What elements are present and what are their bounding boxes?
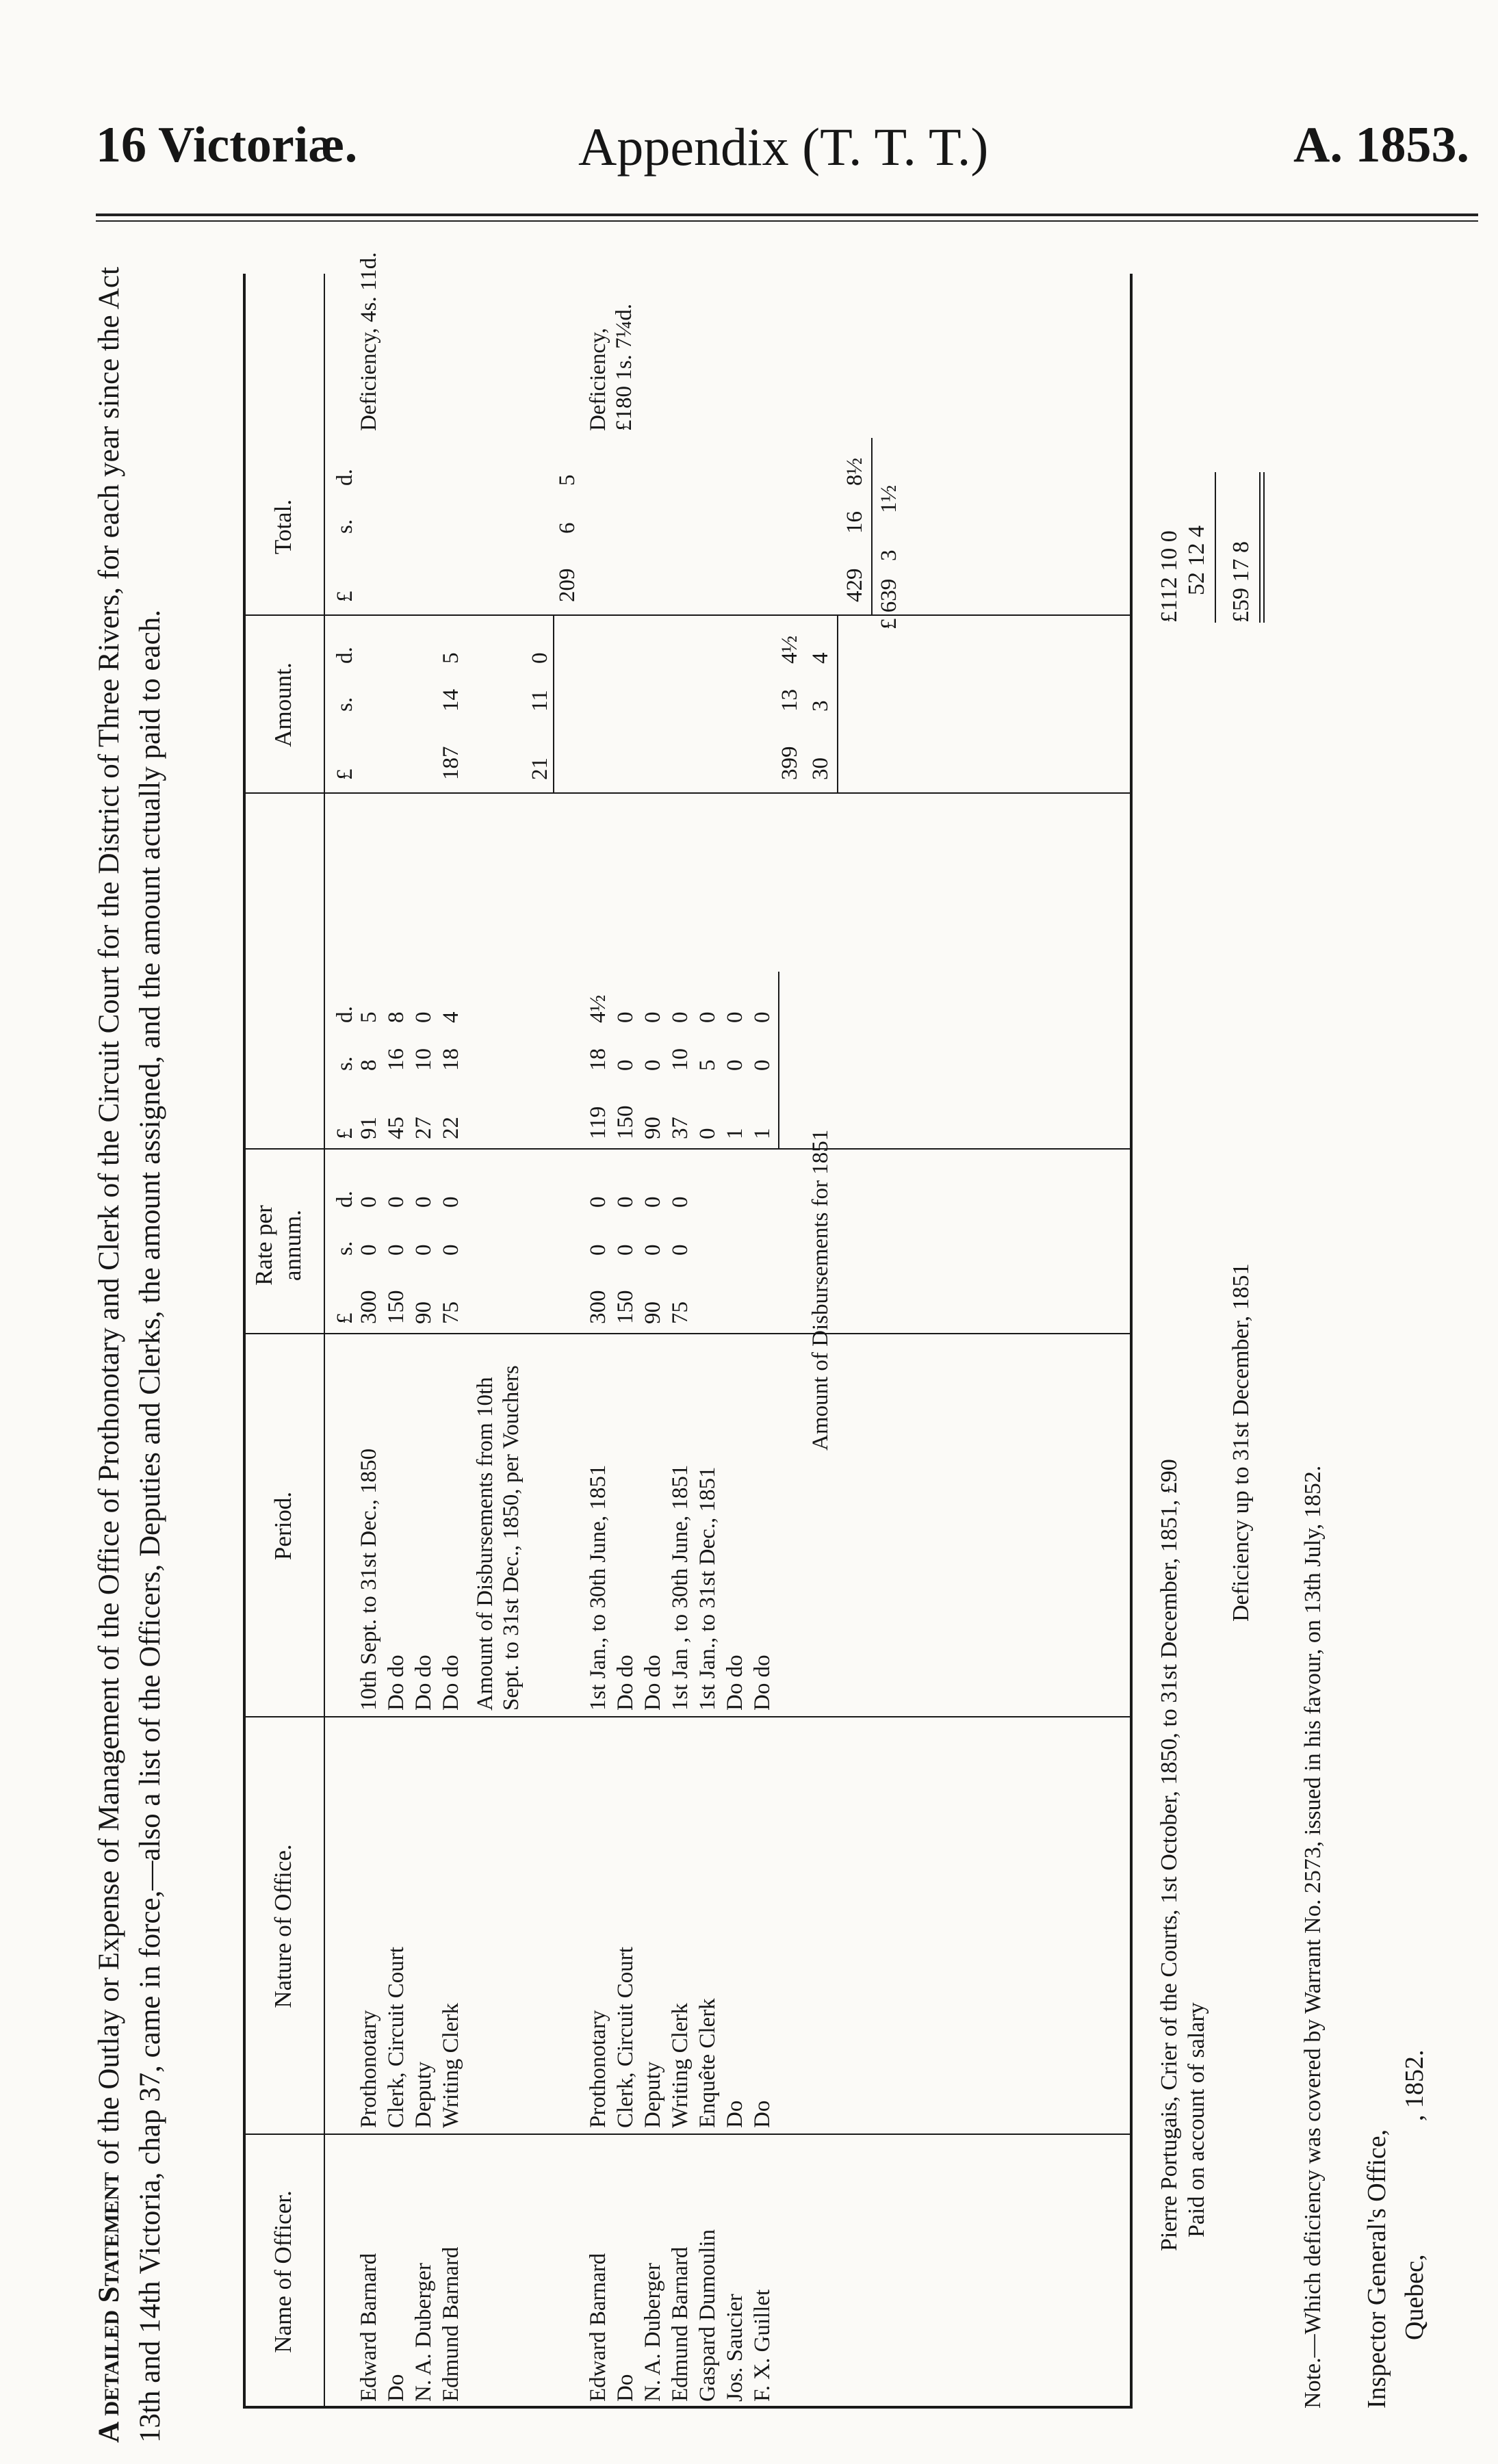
group2-remark: Deficiency, £180 1s. 7¼d. <box>586 303 636 431</box>
deficiency-line: Deficiency up to 31st December, 1851 <box>1228 1263 1254 1622</box>
rate-pence: 0 <box>641 1196 665 1208</box>
unit-pence-paid: d. <box>333 1006 357 1023</box>
officer-name: Edward Barnard <box>586 2253 610 2402</box>
office-nature: Deputy <box>411 2061 436 2128</box>
paid-shillings: 10 <box>668 1048 693 1071</box>
officer-name: Jos. Saucier <box>723 2294 747 2402</box>
disbursement-amount-shillings: 11 <box>528 690 552 712</box>
office-nature: Prothonotary <box>357 2010 381 2128</box>
officer-name: Gaspard Dumoulin <box>695 2229 720 2402</box>
grand-total-rule <box>871 438 873 616</box>
paid-pence: 0 <box>695 1011 720 1023</box>
officer-name: F. X. Guillet <box>750 2289 775 2402</box>
rate-pounds: 90 <box>411 1301 436 1324</box>
col-total: Total. <box>270 499 296 555</box>
title-lead: A detailed Statement <box>93 2172 125 2443</box>
group2-total-pence: 8½ <box>842 457 867 486</box>
statement-title <box>89 267 171 2443</box>
paid-shillings: 8 <box>357 1059 381 1071</box>
officer-name: Do <box>384 2374 409 2402</box>
officer-name: N. A. Duberger <box>411 2263 436 2402</box>
rate-shillings: 0 <box>641 1244 665 1256</box>
paid-pounds: 1 <box>750 1128 775 1139</box>
paid-pence: 4½ <box>586 994 610 1023</box>
office-period: 1st Jan., to 31st Dec., 1851 <box>695 1466 720 1711</box>
officer-name: Edward Barnard <box>357 2253 381 2402</box>
paid-shillings: 0 <box>613 1059 638 1071</box>
paid-pence: 0 <box>668 1011 693 1023</box>
unit-shillings-rate: s. <box>333 1241 357 1256</box>
paid-shillings: 0 <box>641 1059 665 1071</box>
paid-shillings: 0 <box>723 1059 747 1071</box>
rate-shillings: 0 <box>439 1244 463 1256</box>
unit-pounds-rate: £ <box>333 1312 357 1324</box>
group1-total-pence: 5 <box>555 474 580 486</box>
office-period: 1st Jan , to 30th June, 1851 <box>668 1464 693 1711</box>
paid-pence: 0 <box>750 1011 775 1023</box>
paid-shillings: 5 <box>695 1059 720 1071</box>
deficiency-double-rule <box>1259 472 1261 623</box>
disb-1851-amount-shillings: 3 <box>808 700 833 712</box>
header-rule-thin <box>96 220 1478 222</box>
crier-rule <box>1215 472 1216 623</box>
rate-pounds: 150 <box>613 1290 638 1324</box>
disbursement-text: Amount of Disbursements from 10th Sept. to 31st Dec., 1850, per Vouchers <box>473 1365 524 1711</box>
paid-pounds: 1 <box>723 1128 747 1139</box>
group2-amount-pence: 4½ <box>777 635 802 664</box>
note-text: Note.—Which deficiency was covered by Warrant No. 2573, issued in his favour, on 13th July, 1852. <box>1300 1465 1326 2409</box>
paid-pence: 0 <box>641 1011 665 1023</box>
unit-shillings-paid: s. <box>333 1056 357 1071</box>
unit-pounds-total: £ <box>333 591 357 602</box>
group2-total-pounds: 429 <box>842 568 867 602</box>
rotated-statement <box>89 252 1451 2443</box>
rate-shillings: 0 <box>384 1244 409 1256</box>
rate-pence: 0 <box>668 1196 693 1208</box>
paid-line: Paid on account of salary <box>1184 2002 1209 2238</box>
crier-amount: £112 10 0 <box>1157 530 1182 623</box>
rate-pounds: 90 <box>641 1301 665 1324</box>
unit-pence-amount: d. <box>333 647 357 664</box>
paid-shillings: 18 <box>439 1048 463 1071</box>
paid-pounds: 91 <box>357 1117 381 1139</box>
col-name: Name of Officer. <box>270 2190 296 2353</box>
paid-pence: 0 <box>411 1011 436 1023</box>
rate-shillings: 0 <box>357 1244 381 1256</box>
office-nature: Clerk, Circuit Court <box>384 1947 409 2128</box>
officer-name: Edmund Barnard <box>668 2246 693 2402</box>
office-period: Do do <box>723 1655 747 1711</box>
col-nature: Nature of Office. <box>270 1844 296 2008</box>
paid-pence: 0 <box>723 1011 747 1023</box>
rate-pence: 0 <box>411 1196 436 1208</box>
rate-pounds: 300 <box>357 1290 381 1324</box>
office-nature: Enquête Clerk <box>695 1998 720 2128</box>
office-nature: Do <box>723 2100 747 2128</box>
footer-office: Inspector General's Office, <box>1363 2129 1391 2409</box>
header-center: Appendix (T. T. T.) <box>578 117 989 177</box>
paid-pence: 8 <box>384 1011 409 1023</box>
rate-pence: 0 <box>357 1196 381 1208</box>
officer-name: Do <box>613 2374 638 2402</box>
officer-name: N. A. Duberger <box>641 2263 665 2402</box>
grand-total-shillings: 3 <box>877 549 901 561</box>
group2-paid-rule <box>778 972 779 1150</box>
office-period: 1st Jan., to 30th June, 1851 <box>586 1464 610 1711</box>
paid-pounds: 22 <box>439 1117 463 1139</box>
rate-pence: 0 <box>384 1196 409 1208</box>
paid-shillings: 0 <box>750 1059 775 1071</box>
unit-pence-total: d. <box>333 469 357 486</box>
group2-amount-pounds: 399 <box>777 746 802 780</box>
office-nature: Clerk, Circuit Court <box>613 1947 638 2128</box>
disb-1851-amount-pounds: 30 <box>808 757 833 780</box>
office-nature: Writing Clerk <box>439 2003 463 2128</box>
header-right: A. 1853. <box>1293 117 1469 173</box>
rate-shillings: 0 <box>613 1244 638 1256</box>
paid-pounds: 150 <box>613 1105 638 1139</box>
group1-amount-pence: 5 <box>439 652 463 664</box>
statement-table <box>243 252 1133 2409</box>
office-nature: Deputy <box>641 2061 665 2128</box>
rate-pence: 0 <box>439 1196 463 1208</box>
disb-1851-label: Amount of Disbursements for 1851 <box>808 1129 833 1451</box>
header-left: 16 Victoriæ. <box>96 117 358 173</box>
title-text: of the Outlay or Expense of Management of the Office of Prothonotary and Clerk of the Circuit Court for the District of Three Rivers, for each year since the Act 13th and 14th Victoria, chap 37, came in force,—also a list of the Officers, Deputies and Clerks, the amount assigned, and the amount actually paid to each. <box>93 266 166 2443</box>
unit-pounds-paid: £ <box>333 1128 357 1139</box>
group1-total-pounds: 209 <box>555 568 580 602</box>
group1-rule <box>553 616 554 794</box>
paid-pounds: 119 <box>586 1106 610 1139</box>
group1-amount-shillings: 14 <box>439 689 463 712</box>
office-period: Do do <box>613 1655 638 1711</box>
col-amount: Amount. <box>270 662 296 747</box>
paid-pounds: 0 <box>695 1128 720 1139</box>
group1-total-shillings: 6 <box>555 522 580 534</box>
paid-shillings: 18 <box>586 1048 610 1071</box>
office-nature: Do <box>750 2100 775 2128</box>
paid-shillings: 16 <box>384 1048 409 1071</box>
group1-remark: Deficiency, 4s. 11d. <box>357 252 381 431</box>
deficiency-amount: £59 17 8 <box>1228 541 1254 623</box>
paid-shillings: 10 <box>411 1048 436 1071</box>
unit-pence-rate: d. <box>333 1191 357 1208</box>
col-period: Period. <box>270 1491 296 1561</box>
group2-amount-shillings: 13 <box>777 689 802 712</box>
footer-year: , 1852. <box>1400 2049 1429 2121</box>
grand-total-pence: 1½ <box>877 484 901 513</box>
group2-amount-rule <box>837 616 838 794</box>
grand-total-pounds: £ 639 <box>877 578 901 630</box>
paid-pounds: 37 <box>668 1117 693 1139</box>
paid-pence: 5 <box>357 1011 381 1023</box>
rate-pounds: 75 <box>439 1301 463 1324</box>
paid-pounds: 45 <box>384 1117 409 1139</box>
office-period: Do do <box>641 1655 665 1711</box>
unit-shillings-amount: s. <box>333 697 357 712</box>
rate-pence: 0 <box>613 1196 638 1208</box>
office-period: Do do <box>439 1655 463 1711</box>
office-nature: Prothonotary <box>586 2010 610 2128</box>
unit-shillings-total: s. <box>333 519 357 534</box>
rate-pounds: 300 <box>586 1290 610 1324</box>
col-rate: Rate per annum. <box>250 1205 306 1286</box>
rate-pounds: 75 <box>668 1301 693 1324</box>
officer-name: Edmund Barnard <box>439 2246 463 2402</box>
office-nature: Writing Clerk <box>668 2003 693 2128</box>
office-period: Do do <box>411 1655 436 1711</box>
paid-pence: 0 <box>613 1011 638 1023</box>
rate-shillings: 0 <box>411 1244 436 1256</box>
group1-amount-pounds: 187 <box>439 746 463 780</box>
paid-pence: 4 <box>439 1011 463 1023</box>
unit-pounds-amount: £ <box>333 768 357 780</box>
rate-pence: 0 <box>586 1196 610 1208</box>
footer-place: Quebec, <box>1400 2254 1429 2340</box>
disb-1851-amount-pence: 4 <box>808 652 833 664</box>
paid-amount: 52 12 4 <box>1184 526 1209 595</box>
office-period: Do do <box>750 1655 775 1711</box>
crier-line: Pierre Portugais, Crier of the Courts, 1st October, 1850, to 31st December, 1851, £90 <box>1157 1459 1182 2251</box>
office-period: Do do <box>384 1655 409 1711</box>
group2-total-shillings: 16 <box>842 511 867 534</box>
paid-pounds: 90 <box>641 1117 665 1139</box>
header-rule <box>96 213 1478 216</box>
office-period: 10th Sept. to 31st Dec., 1850 <box>357 1448 381 1711</box>
disbursement-amount-pounds: 21 <box>528 757 552 780</box>
rate-pounds: 150 <box>384 1290 409 1324</box>
paid-pounds: 27 <box>411 1117 436 1139</box>
rate-shillings: 0 <box>586 1244 610 1256</box>
rate-shillings: 0 <box>668 1244 693 1256</box>
disbursement-amount-pence: 0 <box>528 652 552 664</box>
